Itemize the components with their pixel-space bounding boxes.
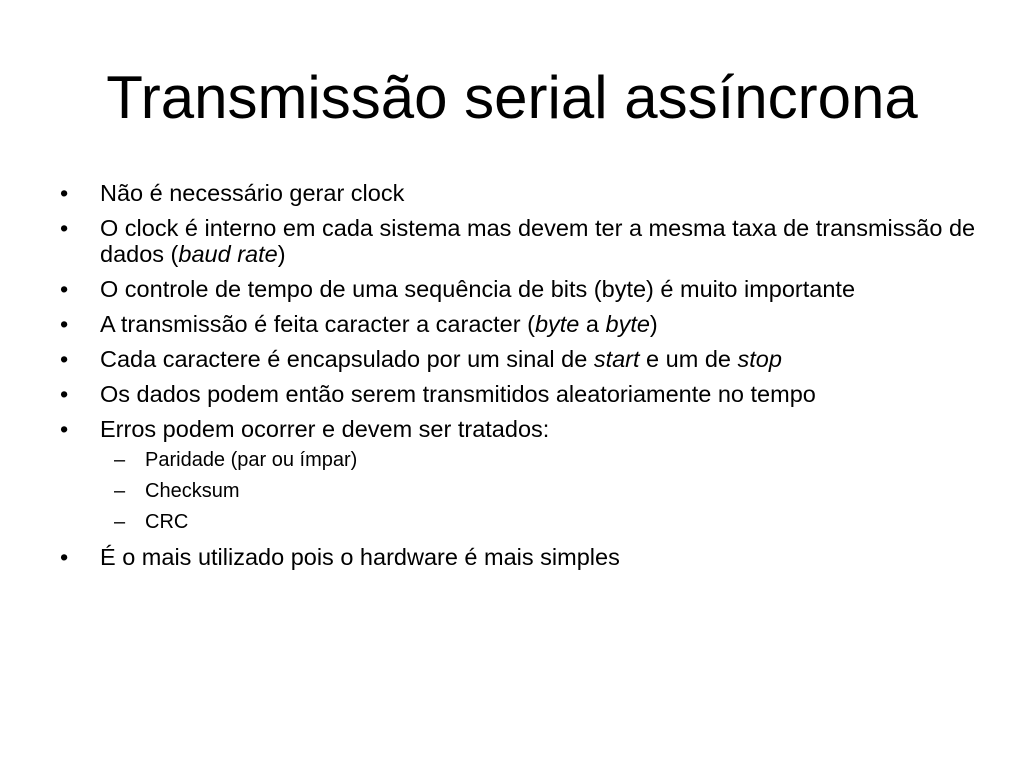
bullet-text: Cada caractere é encapsulado por um sinal de [100,346,594,372]
bullet-icon: • [60,416,69,442]
bullet-text: A transmissão é feita caracter a caracter ( [100,311,535,337]
dash-icon: – [114,449,126,471]
bullet-icon: • [60,346,69,372]
bullet-item [56,276,976,302]
sub-bullet-item [56,479,976,503]
dash-icon: – [114,511,126,533]
sub-bullet-text: Checksum [145,480,240,502]
bullet-item [56,215,976,267]
bullet-text: Os dados podem então serem transmitidos aleatoriamente no tempo [100,381,816,407]
bullet-text: ) [649,311,658,337]
bullet-emphasis: stop [737,346,782,372]
bullet-item [56,311,976,337]
bullet-item [56,381,976,407]
bullet-text: O controle de tempo de uma sequência de bits (byte) é muito importante [100,276,856,302]
sub-bullet-text: CRC [145,511,189,533]
bullet-icon: • [60,544,69,570]
bullet-text: O clock é interno em cada sistema mas devem ter a mesma taxa de transmissão de dados ( [100,215,976,267]
bullet-text: Erros podem ocorrer e devem ser tratados: [100,416,550,442]
bullet-emphasis: start [593,346,640,372]
slide-title: Transmissão serial assíncrona [106,64,918,131]
bullet-list [56,180,976,579]
bullet-text: Não é necessário gerar clock [100,180,405,206]
bullet-emphasis: byte [605,311,650,337]
bullet-icon: • [60,276,69,302]
sub-bullet-item [56,448,976,472]
bullet-icon: • [60,180,69,206]
bullet-text: É o mais utilizado pois o hardware é mais simples [100,544,620,570]
bullet-emphasis: baud rate [178,241,278,267]
dash-icon: – [114,480,126,502]
sub-bullet-text: Paridade (par ou ímpar) [145,449,358,471]
bullet-emphasis: byte [534,311,580,337]
bullet-icon: • [60,215,69,241]
sub-bullet-item [56,510,976,534]
bullet-item [56,180,976,206]
bullet-text: a [579,311,606,337]
bullet-text: ) [277,241,286,267]
bullet-icon: • [60,381,69,407]
bullet-text: e um de [639,346,738,372]
bullet-item [56,544,976,570]
bullet-icon: • [60,311,69,337]
bullet-item [56,346,976,372]
bullet-item [56,416,976,442]
sub-bullet-list [56,448,976,534]
